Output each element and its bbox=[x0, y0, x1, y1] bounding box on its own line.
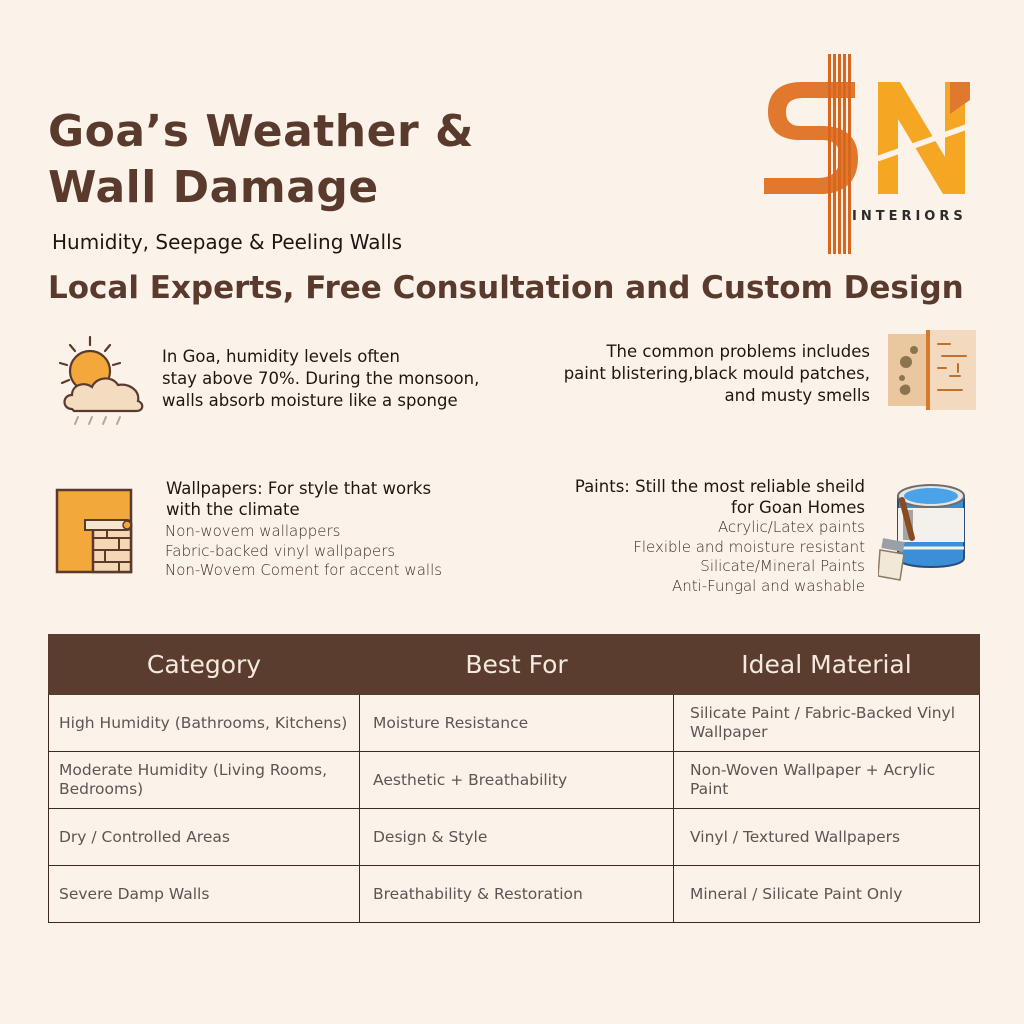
list-item: Flexible and moisture resistant bbox=[633, 537, 865, 556]
paints-block bbox=[520, 476, 865, 596]
table-header-row bbox=[49, 635, 980, 695]
wallpapers-heading bbox=[166, 478, 496, 520]
list-item: Non-Wovem Coment for accent walls bbox=[165, 561, 443, 579]
problems-text bbox=[520, 341, 870, 407]
wallpapers-list bbox=[165, 522, 496, 581]
list-item: Silicate/Mineral Paints bbox=[700, 557, 865, 575]
problems-line-2: paint blistering,black mould patches, bbox=[563, 364, 870, 383]
table-row bbox=[49, 752, 980, 809]
table-cell: Non-Woven Wallpaper + Acrylic Paint bbox=[674, 752, 980, 809]
table-cell: High Humidity (Bathrooms, Kitchens) bbox=[49, 695, 360, 752]
materials-table bbox=[48, 634, 980, 923]
climate-line-2: stay above 70%. During the monsoon, bbox=[162, 369, 480, 388]
logo-text: INTERIORS bbox=[852, 209, 967, 224]
sn-interiors-logo bbox=[760, 52, 1000, 257]
table-row bbox=[49, 866, 980, 923]
table-cell: Moisture Resistance bbox=[360, 695, 674, 752]
climate-line-3: walls absorb moisture like a sponge bbox=[162, 391, 458, 410]
title-line-2: Wall Damage bbox=[48, 162, 379, 213]
paints-heading-line-2: for Goan Homes bbox=[731, 498, 865, 517]
sun-cloud-rain-icon bbox=[50, 333, 146, 429]
header-best-for: Best For bbox=[360, 635, 674, 695]
table-row bbox=[49, 809, 980, 866]
wallpapers-heading-line-1: Wallpapers: For style that works bbox=[166, 479, 432, 498]
wallpapers-block bbox=[166, 478, 496, 581]
header-ideal-material: Ideal Material bbox=[674, 635, 980, 695]
problems-line-3: and musty smells bbox=[724, 386, 870, 405]
list-item: Acrylic/Latex paints bbox=[717, 518, 865, 536]
list-item: Non-wovem wallappers bbox=[165, 522, 341, 540]
paints-list bbox=[520, 518, 865, 596]
paints-heading-line-1: Paints: Still the most reliable sheild bbox=[574, 477, 865, 496]
problems-line-1: The common problems includes bbox=[606, 342, 870, 361]
climate-text bbox=[162, 346, 512, 412]
table-cell: Severe Damp Walls bbox=[49, 866, 360, 923]
tagline: Local Experts, Free Consultation and Custom Design bbox=[48, 270, 964, 306]
wallpaper-roll-icon bbox=[55, 488, 135, 574]
table-cell: Dry / Controlled Areas bbox=[49, 809, 360, 866]
table-cell: Moderate Humidity (Living Rooms, Bedrooms) bbox=[49, 752, 360, 809]
title-line-1: Goa’s Weather & bbox=[48, 106, 474, 157]
table-cell: Mineral / Silicate Paint Only bbox=[674, 866, 980, 923]
table-cell: Aesthetic + Breathability bbox=[360, 752, 674, 809]
table-cell: Silicate Paint / Fabric-Backed Vinyl Wallpaper bbox=[674, 695, 980, 752]
paints-heading bbox=[520, 476, 865, 518]
subtitle: Humidity, Seepage & Peeling Walls bbox=[52, 230, 403, 254]
header-category: Category bbox=[49, 635, 360, 695]
table-cell: Vinyl / Textured Wallpapers bbox=[674, 809, 980, 866]
wallpapers-heading-line-2: with the climate bbox=[166, 500, 300, 519]
list-item: Fabric-backed vinyl wallpapers bbox=[165, 541, 396, 560]
table-cell: Design & Style bbox=[360, 809, 674, 866]
table-row bbox=[49, 695, 980, 752]
damp-wall-icon bbox=[886, 328, 978, 412]
list-item: Anti-Fungal and washable bbox=[671, 576, 865, 595]
paint-can-brush-icon bbox=[878, 478, 970, 584]
table-cell: Breathability & Restoration bbox=[360, 866, 674, 923]
page-title bbox=[48, 104, 474, 216]
climate-line-1: In Goa, humidity levels often bbox=[162, 347, 400, 366]
